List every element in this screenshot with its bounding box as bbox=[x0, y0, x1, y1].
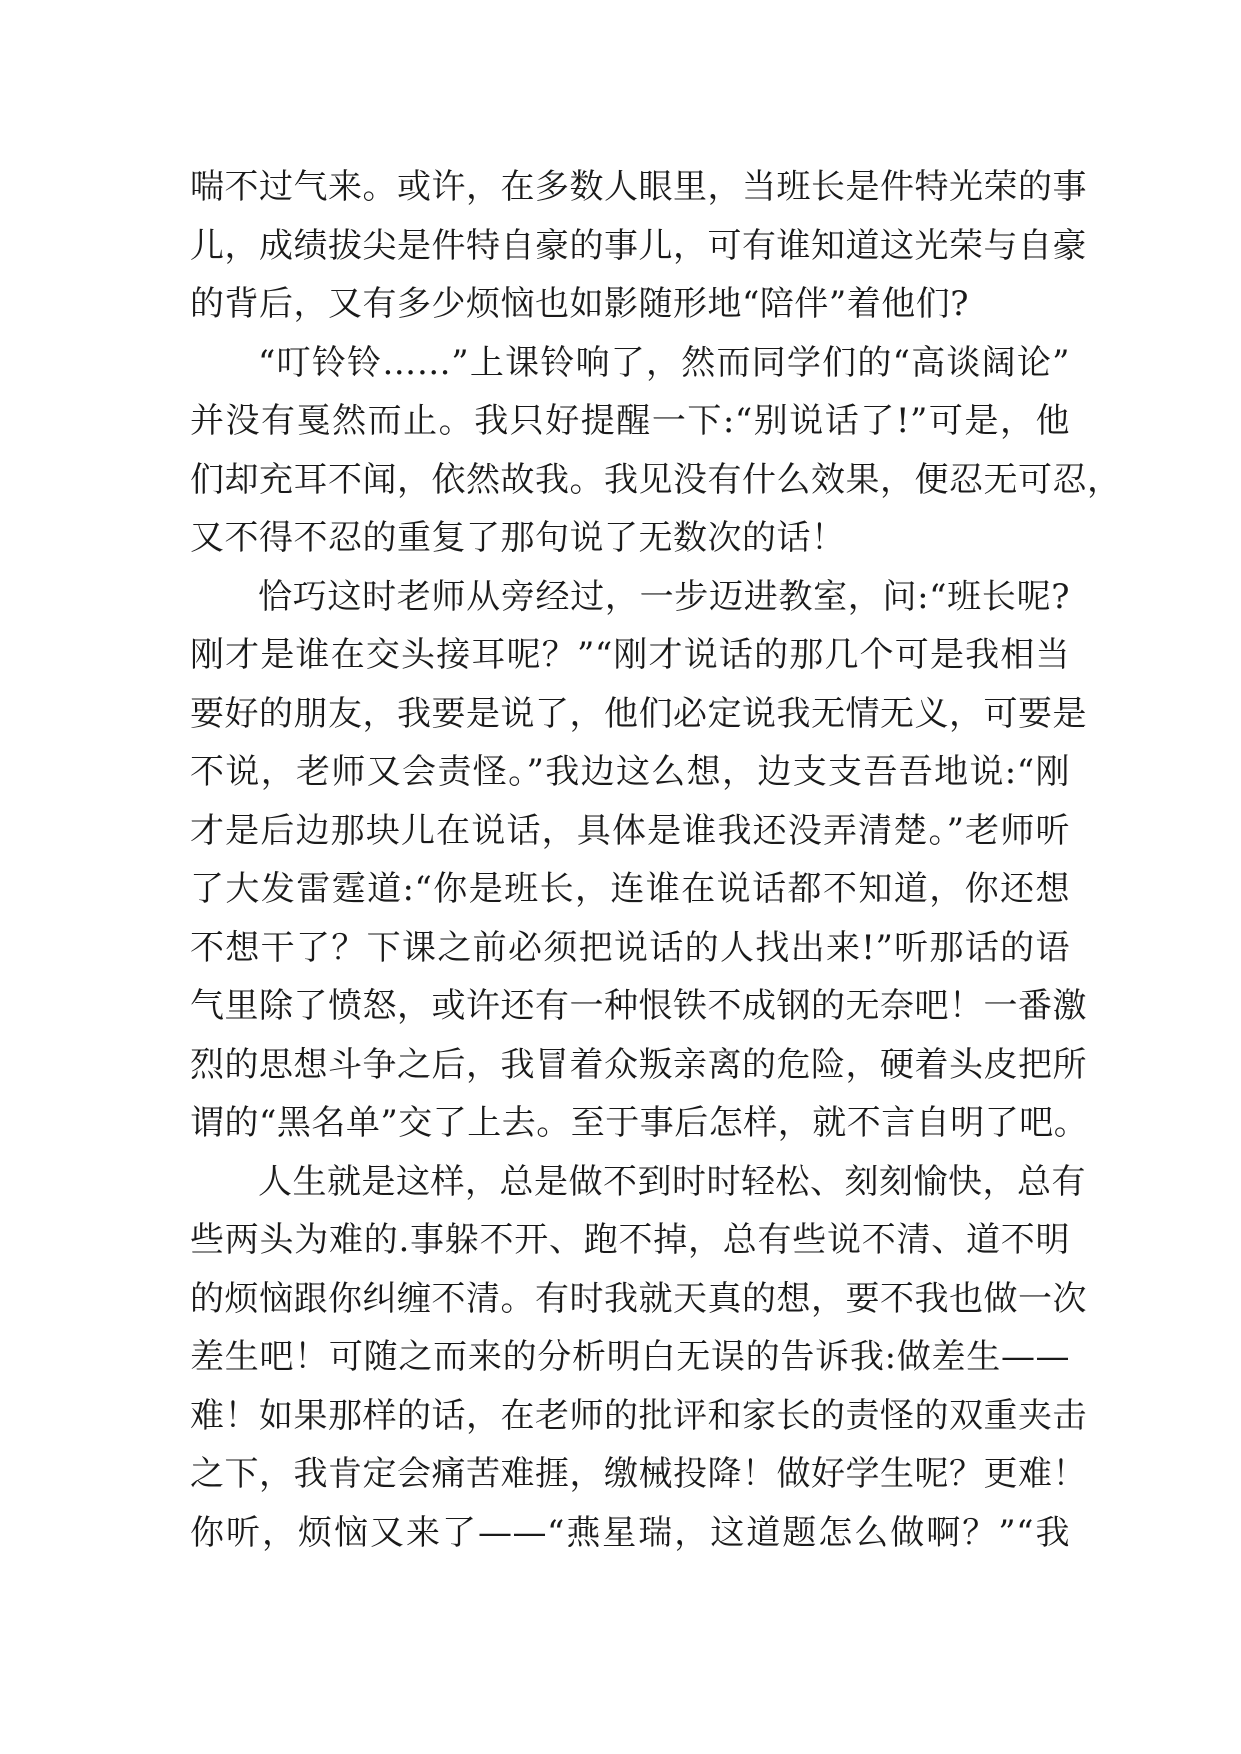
text-line: 谓的“黑名单”交了上去。至于事后怎样，就不言自明了吧。 bbox=[190, 1103, 1089, 1143]
text-line: 了大发雷霆道:“你是班长，连谁在说话都不知道，你还想 bbox=[190, 869, 1070, 909]
text-line: 不想干了？下课之前必须把说话的人找出来!”听那话的语 bbox=[190, 927, 1070, 968]
text-line: 刚才是谁在交头接耳呢？”“刚才说话的那几个可是我相当 bbox=[190, 635, 1070, 675]
text-line: 儿，成绩拔尖是件特自豪的事儿，可有谁知道这光荣与自豪 bbox=[190, 225, 1087, 266]
text-line: 人生就是这样，总是做不到时时轻松、刻刻愉快，总有 bbox=[258, 1161, 1086, 1202]
text-line: 不说，老师又会责怪。”我边这么想，边支支吾吾地说:“刚 bbox=[190, 752, 1070, 792]
text-line: 烈的思想斗争之后，我冒着众叛亲离的危险，硬着头皮把所 bbox=[190, 1044, 1087, 1085]
text-line: 的背后，又有多少烦恼也如影随形地“陪伴”着他们? bbox=[190, 284, 969, 324]
text-line: “叮铃铃……”上课铃响了，然而同学们的“高谈阔论” bbox=[258, 342, 1070, 383]
text-line: 的烦恼跟你纠缠不清。有时我就天真的想，要不我也做一次 bbox=[190, 1278, 1087, 1319]
text-line: 难！如果那样的话，在老师的批评和家长的责怪的双重夹击 bbox=[190, 1395, 1087, 1436]
text-line: 气里除了愤怒，或许还有一种恨铁不成钢的无奈吧！一番激 bbox=[190, 986, 1087, 1026]
text-line: 喘不过气来。或许，在多数人眼里，当班长是件特光荣的事 bbox=[190, 167, 1087, 207]
text-line: 才是后边那块儿在说话，具体是谁我还没弄清楚。”老师听 bbox=[190, 810, 1070, 851]
text-line: 些两头为难的.事躲不开、跑不掉，总有些说不清、道不明 bbox=[190, 1220, 1070, 1260]
text-line: 又不得不忍的重复了那句说了无数次的话！ bbox=[190, 518, 846, 558]
text-line: 们却充耳不闻，依然故我。我见没有什么效果，便忍无可忍， bbox=[190, 459, 1122, 500]
text-line: 要好的朋友，我要是说了，他们必定说我无情无义，可要是 bbox=[190, 693, 1087, 734]
text-line: 并没有戛然而止。我只好提醒一下:“别说话了!”可是，他 bbox=[190, 401, 1070, 441]
text-line: 之下，我肯定会痛苦难捱，缴械投降！做好学生呢？更难！ bbox=[190, 1454, 1087, 1494]
body-text bbox=[190, 158, 1122, 1562]
text-line: 差生吧！可随之而来的分析明白无误的告诉我:做差生—— bbox=[190, 1337, 1070, 1377]
text-line: 恰巧这时老师从旁经过，一步迈进教室，问:“班长呢? bbox=[258, 576, 1070, 617]
text-line: 你听，烦恼又来了——“燕星瑞，这道题怎么做啊？”“我 bbox=[190, 1512, 1070, 1553]
